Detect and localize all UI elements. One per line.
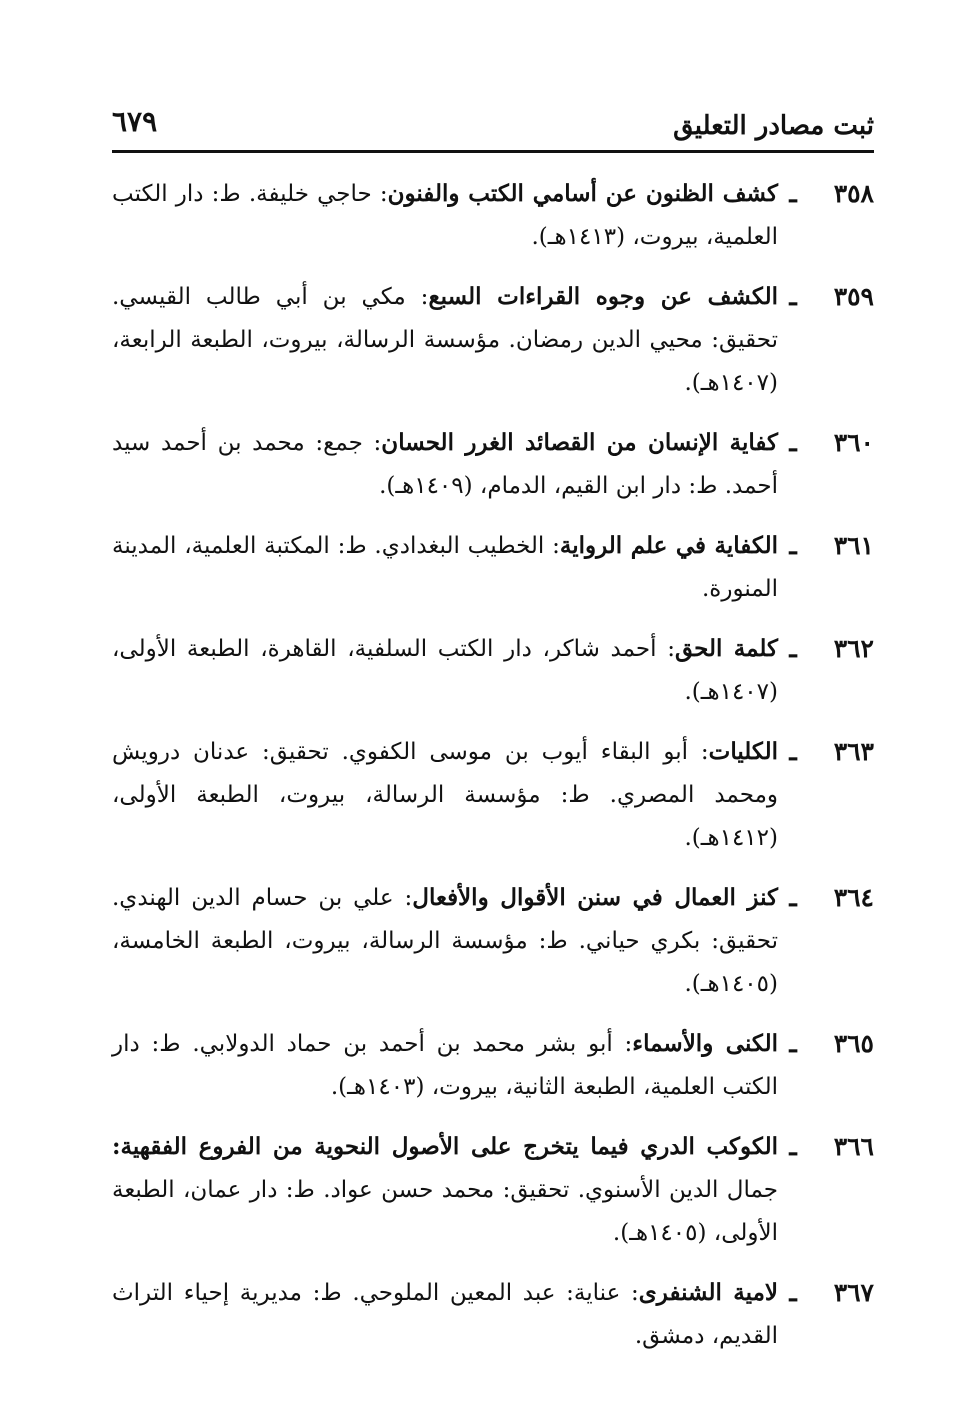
entry-title: الكليات <box>708 738 778 765</box>
bibliography-entry <box>112 1271 874 1358</box>
entry-number: ٣٦٥ <box>833 1029 874 1058</box>
entry-title: كفاية الإنسان من القصائد الغرر الحسان <box>381 429 778 456</box>
page-number: ٦٧٩ <box>112 105 158 138</box>
entry-number: ٣٦٦ <box>833 1132 874 1161</box>
entry-title: الكفاية في علم الرواية <box>559 532 778 559</box>
entry-number: ٣٦٧ <box>833 1278 874 1307</box>
entry-title: الكوكب الدري فيما يتخرج على الأصول النحوية من الفروع الفقهية: <box>112 1133 778 1160</box>
entry-details: : أبو البقاء أيوب بن موسى الكفوي. تحقيق: عدنان درويش ومحمد المصري. ط: مؤسسة الرسالة، بيروت، الطبعة الأولى، (١٤١٢هـ). <box>112 739 778 851</box>
header-rule <box>112 150 874 153</box>
entry-dash: ـ <box>789 1029 797 1058</box>
bibliography-entry <box>112 524 874 611</box>
bibliography-entry <box>112 730 874 860</box>
entry-dash: ـ <box>789 634 797 663</box>
entry-dash: ـ <box>789 282 797 311</box>
entry-text <box>112 421 778 508</box>
entry-details: : جمع: محمد بن أحمد سيد أحمد. ط: دار ابن القيم، الدمام، (١٤٠٩هـ). <box>112 430 778 499</box>
entry-title: كلمة الحق <box>674 635 778 662</box>
entry-text <box>112 876 778 1006</box>
entry-details: : حاجي خليفة. ط: دار الكتب العلمية، بيروت، (١٤١٣هـ). <box>112 181 778 250</box>
entry-details: : أحمد شاكر، دار الكتب السلفية، القاهرة، الطبعة الأولى، (١٤٠٧هـ). <box>112 636 778 705</box>
entry-number: ٣٦٣ <box>833 737 874 766</box>
entry-details: : الخطيب البغدادي. ط: المكتبة العلمية، المدينة المنورة. <box>112 533 778 602</box>
entry-text <box>112 1022 778 1109</box>
entry-dash: ـ <box>789 737 797 766</box>
entry-dash: ـ <box>789 883 797 912</box>
entry-number: ٣٥٩ <box>833 282 874 311</box>
entry-text <box>112 524 778 611</box>
entry-number: ٣٦١ <box>833 531 874 560</box>
bibliography-entry <box>112 627 874 714</box>
entry-number: ٣٦٤ <box>833 883 874 912</box>
page-header <box>112 102 874 150</box>
entry-title: كشف الظنون عن أسامي الكتب والفنون <box>387 180 778 207</box>
entry-dash: ـ <box>789 531 797 560</box>
entry-number: ٣٦٠ <box>833 428 874 457</box>
entry-text <box>112 172 778 259</box>
entry-details: : علي بن حسام الدين الهندي. تحقيق: بكري حياني. ط: مؤسسة الرسالة، بيروت، الطبعة الخامسة، (١٤٠٥هـ). <box>112 885 778 997</box>
bibliography-entry <box>112 275 874 405</box>
entry-dash: ـ <box>789 1278 797 1307</box>
running-title: ثبت مصادر التعليق <box>673 111 874 141</box>
entry-details: : أبو بشر محمد بن أحمد بن حماد الدولابي. ط: دار الكتب العلمية، الطبعة الثانية، بيروت، (١٤٠٣هـ). <box>112 1031 778 1100</box>
entry-text <box>112 1271 778 1358</box>
entry-number: ٣٦٢ <box>833 634 874 663</box>
bibliography-entry <box>112 1022 874 1109</box>
entry-number: ٣٥٨ <box>833 179 874 208</box>
entry-title: الكشف عن وجوه القراءات السبع <box>428 283 778 310</box>
entry-title: الكنى والأسماء <box>632 1030 778 1057</box>
entry-text <box>112 275 778 405</box>
entry-text <box>112 627 778 714</box>
bibliography-entry <box>112 421 874 508</box>
bibliography-entry <box>112 876 874 1006</box>
bibliography-entry <box>112 1125 874 1255</box>
entry-details: جمال الدين الأسنوي. تحقيق: محمد حسن عواد. ط: دار عمان، الطبعة الأولى، (١٤٠٥هـ). <box>112 1177 778 1246</box>
entry-dash: ـ <box>789 1132 797 1161</box>
bibliography-list <box>112 172 874 1374</box>
entry-details: : عناية: عبد المعين الملوحي. ط: مديرية إحياء التراث القديم، دمشق. <box>112 1280 778 1349</box>
entry-text <box>112 730 778 860</box>
entry-text <box>112 1125 778 1255</box>
entry-details: : مكي بن أبي طالب القيسي. تحقيق: محيي الدين رمضان. مؤسسة الرسالة، بيروت، الطبعة الرابعة، (١٤٠٧هـ). <box>112 284 778 396</box>
entry-title: لامية الشنفرى <box>638 1279 779 1306</box>
entry-dash: ـ <box>789 428 797 457</box>
entry-title: كنز العمال في سنن الأقوال والأفعال <box>412 884 778 911</box>
bibliography-entry <box>112 172 874 259</box>
entry-dash: ـ <box>789 179 797 208</box>
